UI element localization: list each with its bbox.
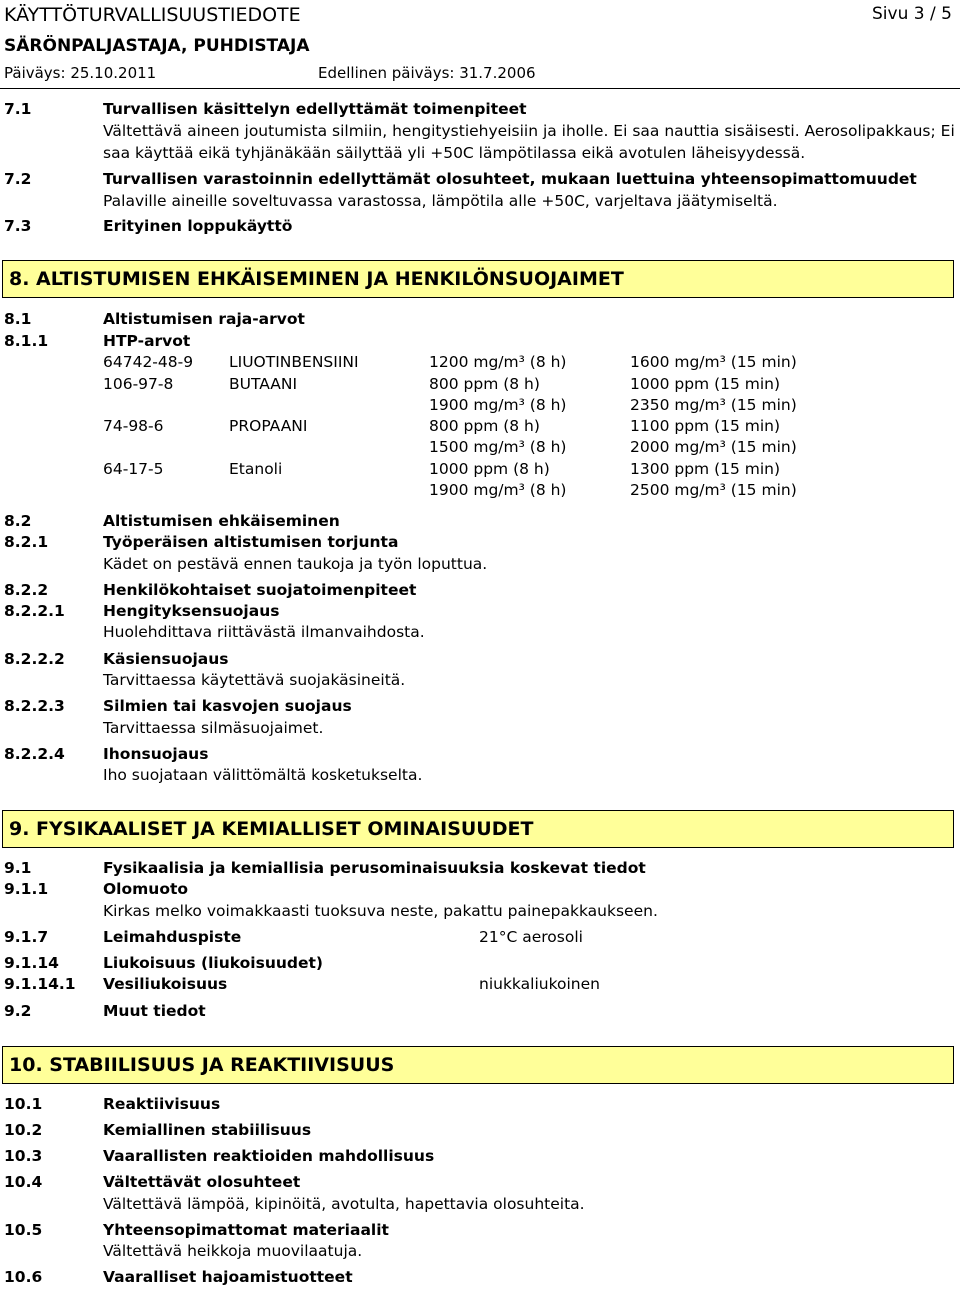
section-8-2-2-2-text: Tarvittaessa käytettävä suojakäsineitä.: [103, 671, 406, 689]
section-8-2-2-3-text: Tarvittaessa silmäsuojaimet.: [103, 719, 324, 737]
section-10-2-title: Kemiallinen stabiilisuus: [103, 1121, 312, 1139]
htp-substance: BUTAANI: [229, 375, 298, 393]
section-7-1-title: Turvallisen käsittelyn edellyttämät toimenpiteet: [103, 100, 527, 118]
section-8-2-number: 8.2: [4, 512, 32, 530]
section-10-3-number: 10.3: [4, 1147, 43, 1165]
htp-value-15min: 2350 mg/m³ (15 min): [630, 396, 797, 414]
htp-value-15min: 1300 ppm (15 min): [630, 460, 781, 478]
section-9-1-14-number: 9.1.14: [4, 954, 59, 972]
section-8-2-1-text: Kädet on pestävä ennen taukoja ja työn loputtua.: [103, 555, 488, 573]
htp-value-8h: 1000 ppm (8 h): [429, 460, 550, 478]
section-8-2-2-1-title: Hengityksensuojaus: [103, 602, 280, 620]
section-7-2-number: 7.2: [4, 170, 32, 188]
section-8-2-2-number: 8.2.2: [4, 581, 49, 599]
section-8-2-1-number: 8.2.1: [4, 533, 49, 551]
htp-substance: LIUOTINBENSIINI: [229, 353, 359, 371]
section-9-1-14-1-number: 9.1.14.1: [4, 975, 76, 993]
section-8-1-title: Altistumisen raja-arvot: [103, 310, 305, 328]
section-8-2-2-4-number: 8.2.2.4: [4, 745, 65, 763]
section-7-1-text-line1: Vältettävä aineen joutumista silmiin, hengitystiehyeisiin ja iholle. Ei saa nauttia sisäisesti. Aerosolipakkaus; Ei: [103, 122, 955, 140]
water-solubility-value: niukkaliukoinen: [479, 975, 600, 993]
section-9-1-title: Fysikaalisia ja kemiallisia perusominaisuuksia koskevat tiedot: [103, 859, 646, 877]
section-8-2-2-4-text: Iho suojataan välittömältä kosketukselta.: [103, 766, 423, 784]
htp-value-15min: 1000 ppm (15 min): [630, 375, 781, 393]
htp-cas: 74-98-6: [103, 417, 164, 435]
section-9-1-7-title: Leimahduspiste: [103, 928, 242, 946]
document-title: KÄYTTÖTURVALLISUUSTIEDOTE: [4, 4, 301, 26]
section-10-5-text: Vältettävä heikkoja muovilaatuja.: [103, 1242, 363, 1260]
section-10-4-title: Vältettävät olosuhteet: [103, 1173, 301, 1191]
section-10-1-number: 10.1: [4, 1095, 43, 1113]
page-number: Sivu 3 / 5: [872, 4, 952, 24]
header-divider: [0, 88, 960, 89]
htp-value-8h: 800 ppm (8 h): [429, 417, 540, 435]
section-7-1-text-line2: saa käyttää eikä tyhjänäkään säilyttää yli +50C lämpötilassa eikä avotulen läheisyydessä.: [103, 144, 806, 162]
section-8-2-1-title: Työperäisen altistumisen torjunta: [103, 533, 399, 551]
section-8-2-2-1-text: Huolehdittava riittävästä ilmanvaihdosta.: [103, 623, 425, 641]
section-10-4-number: 10.4: [4, 1173, 43, 1191]
flash-point-value: 21°C aerosoli: [479, 928, 583, 946]
product-name: SÄRÖNPALJASTAJA, PUHDISTAJA: [4, 36, 310, 56]
section-7-3-title: Erityinen loppukäyttö: [103, 217, 293, 235]
htp-value-15min: 2000 mg/m³ (15 min): [630, 438, 797, 456]
htp-value-15min: 1100 ppm (15 min): [630, 417, 781, 435]
section-10-6-number: 10.6: [4, 1268, 43, 1286]
htp-cas: 106-97-8: [103, 375, 174, 393]
section-9-1-number: 9.1: [4, 859, 32, 877]
section-10-5-title: Yhteensopimattomat materiaalit: [103, 1221, 389, 1239]
section-10-4-text: Vältettävä lämpöä, kipinöitä, avotulta, hapettavia olosuhteita.: [103, 1195, 585, 1213]
htp-cas: 64742-48-9: [103, 353, 194, 371]
section-8-2-2-2-title: Käsiensuojaus: [103, 650, 229, 668]
section-10-heading-box: [2, 1046, 954, 1084]
section-9-heading: 9. FYSIKAALISET JA KEMIALLISET OMINAISUUDET: [9, 818, 534, 840]
section-9-2-title: Muut tiedot: [103, 1002, 206, 1020]
section-8-1-1-number: 8.1.1: [4, 332, 49, 350]
section-8-1-number: 8.1: [4, 310, 32, 328]
htp-value-8h: 800 ppm (8 h): [429, 375, 540, 393]
section-8-2-2-3-number: 8.2.2.3: [4, 697, 65, 715]
section-7-2-title: Turvallisen varastoinnin edellyttämät olosuhteet, mukaan luettuina yhteensopimattomuudet: [103, 170, 917, 188]
htp-value-15min: 1600 mg/m³ (15 min): [630, 353, 797, 371]
htp-value-8h: 1200 mg/m³ (8 h): [429, 353, 567, 371]
htp-value-8h: 1900 mg/m³ (8 h): [429, 396, 567, 414]
section-9-1-1-title: Olomuoto: [103, 880, 189, 898]
section-10-6-title: Vaaralliset hajoamistuotteet: [103, 1268, 353, 1286]
section-7-2-text: Palaville aineille soveltuvassa varastossa, lämpötila alle +50C, varjeltava jäätymiseltä.: [103, 192, 778, 210]
section-9-1-1-text: Kirkas melko voimakkaasti tuoksuva neste, pakattu painepakkaukseen.: [103, 902, 658, 920]
section-9-2-number: 9.2: [4, 1002, 32, 1020]
htp-cas: 64-17-5: [103, 460, 164, 478]
htp-value-8h: 1500 mg/m³ (8 h): [429, 438, 567, 456]
section-10-1-title: Reaktiivisuus: [103, 1095, 221, 1113]
section-9-1-1-number: 9.1.1: [4, 880, 49, 898]
section-10-3-title: Vaarallisten reaktioiden mahdollisuus: [103, 1147, 435, 1165]
section-8-2-2-3-title: Silmien tai kasvojen suojaus: [103, 697, 352, 715]
section-9-1-14-title: Liukoisuus (liukoisuudet): [103, 954, 323, 972]
section-8-1-1-title: HTP-arvot: [103, 332, 191, 350]
htp-value-8h: 1900 mg/m³ (8 h): [429, 481, 567, 499]
issue-date: Päiväys: 25.10.2011: [4, 64, 157, 82]
htp-substance: PROPAANI: [229, 417, 308, 435]
section-7-3-number: 7.3: [4, 217, 32, 235]
section-10-heading: 10. STABIILISUUS JA REAKTIIVISUUS: [9, 1054, 395, 1076]
section-8-2-2-1-number: 8.2.2.1: [4, 602, 65, 620]
section-9-heading-box: [2, 810, 954, 848]
section-10-2-number: 10.2: [4, 1121, 43, 1139]
section-9-1-14-1-title: Vesiliukoisuus: [103, 975, 228, 993]
section-8-heading: 8. ALTISTUMISEN EHKÄISEMINEN JA HENKILÖNSUOJAIMET: [9, 268, 624, 290]
htp-value-15min: 2500 mg/m³ (15 min): [630, 481, 797, 499]
section-10-5-number: 10.5: [4, 1221, 43, 1239]
section-8-heading-box: [2, 260, 954, 298]
section-8-2-title: Altistumisen ehkäiseminen: [103, 512, 340, 530]
previous-date: Edellinen päiväys: 31.7.2006: [318, 64, 536, 82]
section-8-2-2-4-title: Ihonsuojaus: [103, 745, 209, 763]
htp-substance: Etanoli: [229, 460, 283, 478]
section-8-2-2-title: Henkilökohtaiset suojatoimenpiteet: [103, 581, 417, 599]
section-7-1-number: 7.1: [4, 100, 32, 118]
section-9-1-7-number: 9.1.7: [4, 928, 49, 946]
section-8-2-2-2-number: 8.2.2.2: [4, 650, 65, 668]
